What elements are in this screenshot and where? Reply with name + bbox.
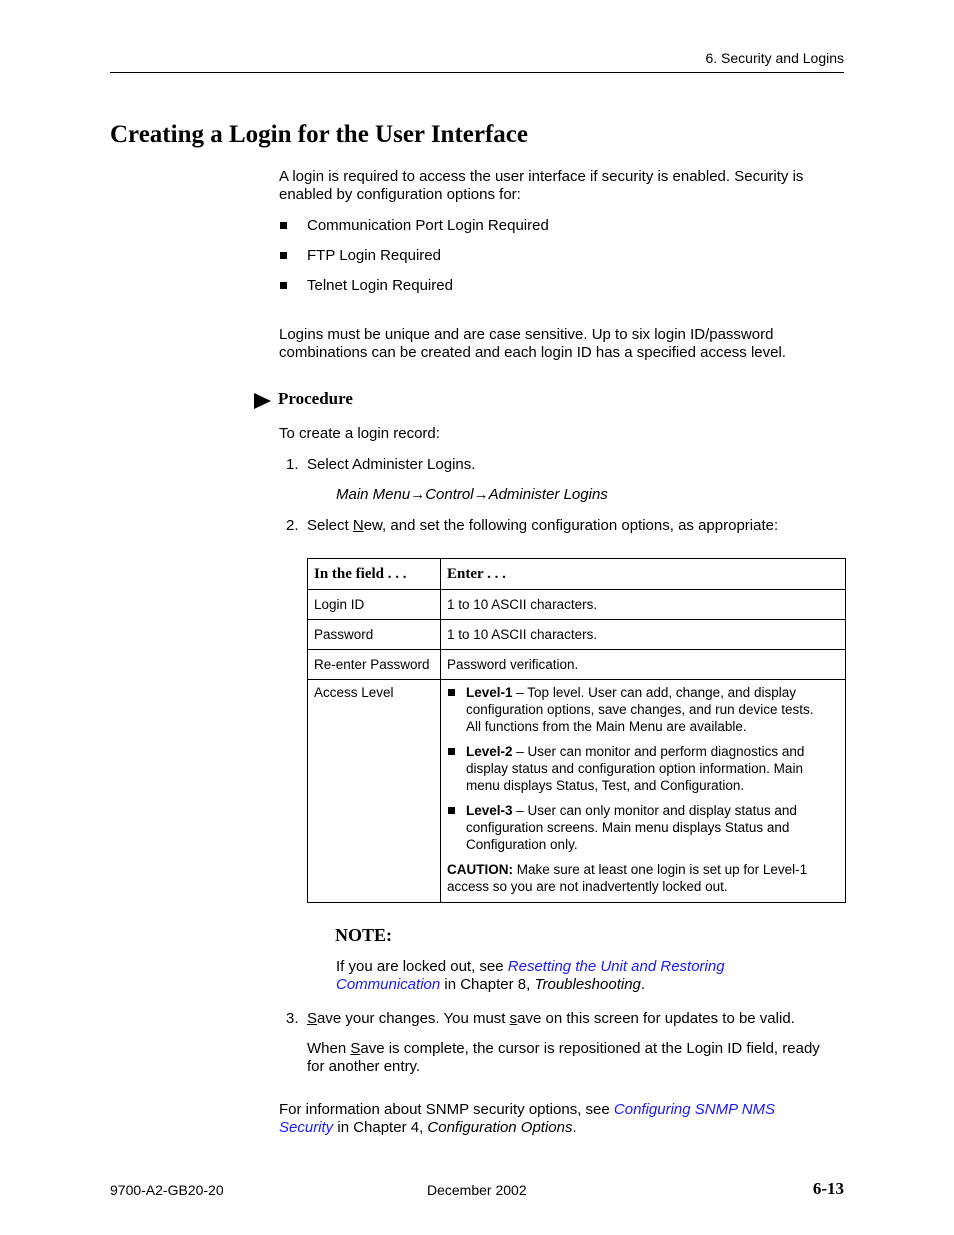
procedure-heading: Procedure [278,389,353,408]
bullet-icon [280,252,287,259]
link-configuring-snmp-cont[interactable]: Security [279,1119,334,1136]
bullet-item-telnet: Telnet Login Required [307,277,453,294]
footer-doc-number: 9700-A2-GB20-20 [110,1182,224,1198]
link-resetting-unit[interactable]: Resetting the Unit and Restoring [507,958,725,975]
level-2-item [447,743,831,794]
level-3-desc: – User can only monitor and display status and configuration screens. Main menu displays Status and Configuration only. [466,803,797,852]
bullet-icon [448,748,455,755]
intro-paragraph [279,168,803,204]
snmp-chapter-title: Configuration Options [427,1119,573,1136]
menu-path [336,486,608,504]
snmp-end: . [572,1119,577,1136]
logins-line-2: combinations can be created and each login ID has a specified access level. [279,344,786,361]
menu-path-main: Main Menu [336,486,411,503]
procedure-lead: To create a login record: [279,425,440,442]
note-pre: If you are locked out, see [336,958,508,975]
procedure-arrow-icon [254,393,271,409]
logins-line-1: Logins must be unique and are case sensitive. Up to six login ID/password [279,326,774,343]
level-3-item [447,802,831,853]
bullet-item-comm-port: Communication Port Login Required [307,217,549,234]
cell-field: Login ID [308,590,441,620]
cell-enter: 1 to 10 ASCII characters. [441,590,846,620]
footer-date: December 2002 [427,1182,527,1198]
cell-field: Access Level [308,680,441,903]
access-level-cell [441,680,846,903]
table-row [308,680,846,903]
snmp-pre: For information about SNMP security options, see [279,1101,614,1118]
intro-line-1: A login is required to access the user interface if security is enabled. Security is [279,168,804,185]
note-mid: in Chapter 8, [440,976,535,993]
caution-body: Make sure at least one login is set up for Level-1 access so you are not inadvertently locked out. [447,862,808,894]
bullet-icon [280,282,287,289]
cell-enter: 1 to 10 ASCII characters. [441,620,846,650]
cell-enter: Password verification. [441,650,846,680]
step-3-number: 3. [286,1010,299,1027]
step-3-text-a: ave your changes. You must [317,1010,510,1027]
step-3-mnemonic: S [307,1010,318,1027]
when-pre: When [307,1040,351,1057]
page-title: Creating a Login for the User Interface [110,121,528,148]
table-row [308,620,846,650]
caution-label: CAUTION: [447,862,513,877]
menu-arrow-icon: → [410,486,426,503]
note-heading: NOTE: [335,925,393,945]
menu-arrow-icon: → [473,486,489,503]
level-3-name: Level-3 [466,803,513,818]
running-head: 6. Security and Logins [705,50,844,66]
step-2-post: ew, and set the following configuration options, as appropriate: [363,517,779,534]
note-text [336,958,725,994]
note-end: . [640,976,646,993]
step-3-followup [307,1040,820,1076]
col-header-field: In the field . . . [308,559,441,590]
step-2-mnemonic: N [352,517,364,534]
logins-paragraph [279,326,786,362]
step-2-pre: Select [307,517,353,534]
bullet-icon [448,689,455,696]
config-options-table [307,558,846,903]
note-chapter-title: Troubleshooting [534,976,641,993]
header-rule [110,72,844,73]
bullet-icon [448,807,455,814]
when-line-2: for another entry. [307,1058,421,1075]
level-1-desc: – Top level. User can add, change, and display configuration options, save changes, and run device tests. All functions from the Main Menu are available. [466,685,814,734]
snmp-mid: in Chapter 4, [333,1119,428,1136]
table-header-row [308,559,846,590]
step-3-text-b: ave on this screen for updates to be valid. [517,1010,795,1027]
footer-page-number: 6-13 [812,1179,844,1198]
step-2-number: 2. [286,517,299,534]
intro-line-2: enabled by configuration options for: [279,186,521,203]
menu-path-control: Control [425,486,474,503]
level-2-desc: – User can monitor and perform diagnostics and display status and configuration option information. Main menu displays Status, Test, and Configuration. [466,744,805,793]
when-mnemonic: S [350,1040,361,1057]
when-line-1: ave is complete, the cursor is repositioned at the Login ID field, ready [360,1040,820,1057]
step-2-text [307,517,778,535]
table-row [308,590,846,620]
step-3-mnemonic-2: s [509,1010,518,1027]
menu-path-admin-logins: Administer Logins [488,486,608,503]
step-3-text [307,1010,795,1028]
cell-field: Password [308,620,441,650]
level-2-name: Level-2 [466,744,513,759]
step-1-number: 1. [286,456,299,473]
level-1-name: Level-1 [466,685,513,700]
bullet-icon [280,222,287,229]
link-configuring-snmp[interactable]: Configuring SNMP NMS [613,1101,776,1118]
level-1-item [447,684,831,735]
link-resetting-unit-cont[interactable]: Communication [336,976,441,993]
snmp-paragraph [279,1101,775,1137]
caution-text [447,861,831,895]
table-row [308,650,846,680]
bullet-item-ftp: FTP Login Required [307,247,441,264]
col-header-enter: Enter . . . [441,559,846,590]
step-1-text: Select Administer Logins. [307,456,476,473]
cell-field: Re-enter Password [308,650,441,680]
